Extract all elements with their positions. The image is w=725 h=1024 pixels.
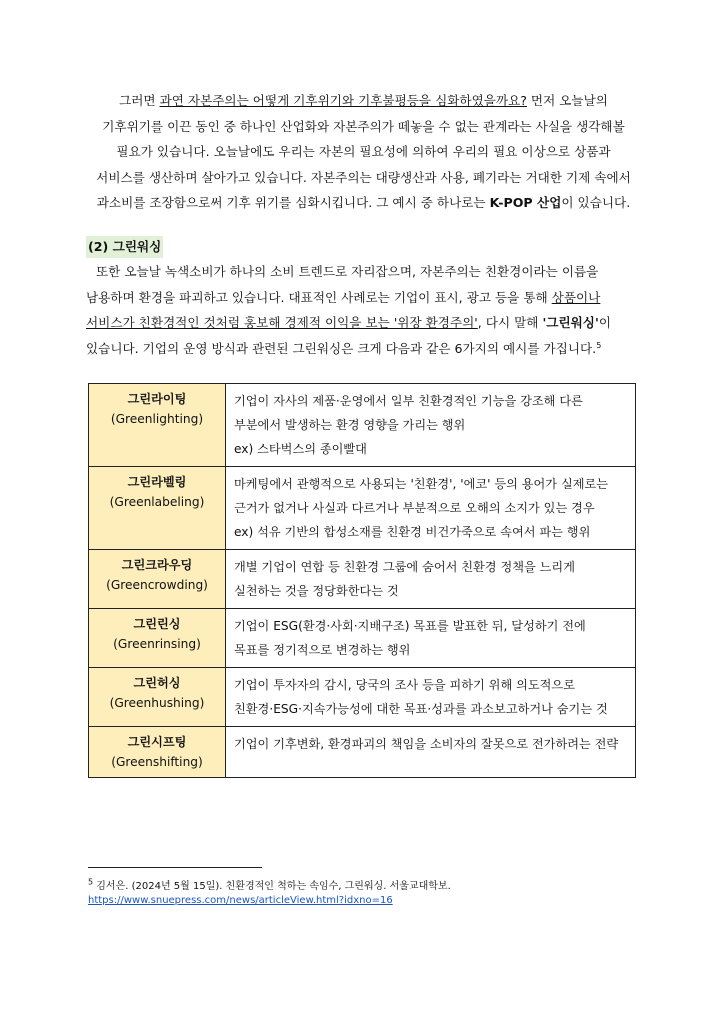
greenwashing-line-3 [86,310,646,336]
term-english: (Greencrowding) [106,578,208,592]
text-span: 그러면 [119,93,160,108]
table-row [89,550,636,609]
term-korean: 그린시프팅 [127,735,187,749]
term-english: (Greenlabeling) [109,495,205,509]
term-korean: 그린라벨링 [127,475,187,489]
footnote-citation [88,877,648,894]
text-span: 이 있습니다. [561,195,631,211]
description-line: 실천하는 것을 정당화한다는 것 [234,584,399,598]
intro-line-3: 필요가 있습니다. 오늘날에도 우리는 자본의 필요성에 의하여 우리의 필요 이상으로 상품과 [116,144,611,160]
greenwashing-types-table [88,383,636,778]
description-cell [226,384,636,467]
term-cell [89,668,226,727]
greenwashing-term-bold: '그린워싱' [542,315,599,331]
underlined-question: 과연 자본주의는 어떻게 기후위기와 기후불평등을 심화하였을까요? [159,93,527,108]
footnote-divider [88,867,262,868]
description-cell [226,550,636,609]
description-line: 기업이 자사의 제품·운영에서 일부 친환경적인 기능을 강조해 다른 [234,394,583,408]
text-span: 먼저 오늘날의 [526,93,608,108]
intro-line-4: 서비스를 생산하며 살아가고 있습니다. 자본주의는 대량생산과 사용, 폐기라는 거대한 기제 속에서 [96,169,631,185]
term-english: (Greenshifting) [111,755,203,769]
underlined-definition: 서비스가 친환경적인 것처럼 홍보해 경제적 이익을 보는 '위장 환경주의' [86,315,478,331]
table-row [89,727,636,778]
description-line: 기업이 기후변화, 환경파괴의 책임을 소비자의 잘못으로 전가하려는 전략 [234,737,619,751]
term-korean: 그린라이팅 [127,392,187,406]
description-cell [226,467,636,550]
intro-paragraph [86,88,641,216]
greenwashing-line-4 [86,336,646,362]
footnote-reference[interactable]: 5 [596,340,602,350]
term-cell [89,384,226,467]
footnote-link[interactable]: https://www.snuepress.com/news/articleView.html?idxno=16 [88,895,393,906]
description-line: 근거가 없거나 사실과 다르거나 부분적으로 오해의 소지가 있는 경우 [234,501,595,515]
term-cell [89,727,226,778]
term-cell [89,550,226,609]
description-line: 친환경·ESG·지속가능성에 대한 목표·성과를 과소보고하거나 숨기는 것 [234,702,608,716]
term-korean: 그린린싱 [133,617,181,631]
text-span: 과소비를 조장함으로써 기후 위기를 심화시킵니다. 그 예시 중 하나로는 [96,195,490,211]
description-line: 목표를 정기적으로 변경하는 행위 [234,643,411,657]
footnote [88,877,648,908]
table-row [89,467,636,550]
text-span: 있습니다. 기업의 운영 방식과 관련된 그린워싱은 크게 다음과 같은 6가지의 예시를 가집니다. [86,340,597,356]
term-english: (Greenhushing) [109,696,205,710]
intro-line-2: 기후위기를 이끈 동인 중 하나인 산업화와 자본주의가 떼놓을 수 없는 관계라는 사실을 생각해볼 [102,118,625,134]
term-cell [89,467,226,550]
section-heading-greenwashing: (2) 그린워싱 [86,236,163,258]
description-cell [226,727,636,778]
table-row [89,609,636,668]
term-korean: 그린허싱 [133,676,181,690]
term-english: (Greenrinsing) [113,637,201,651]
table-row [89,384,636,467]
term-english: (Greenlighting) [110,412,204,426]
description-line: 마케팅에서 관행적으로 사용되는 '친환경', '에코' 등의 용어가 실제로는 [234,477,609,491]
intro-line-5 [86,190,641,216]
footnote-number: 5 [88,877,94,887]
text-span: , 다시 말해 [477,315,543,331]
table-row [89,668,636,727]
description-cell [226,609,636,668]
description-line: ex) 석유 기반의 합성소재를 친환경 비건가죽으로 속여서 파는 행위 [234,525,591,539]
description-line: ex) 스타벅스의 종이빨대 [234,442,367,456]
text-span: 이 [598,315,611,331]
greenwashing-line-1: 또한 오늘날 녹색소비가 하나의 소비 트렌드로 자리잡으며, 자본주의는 친환경이라는 이름을 [96,264,599,279]
footnote-text: 김서은. (2024년 5월 15일). 친환경적인 척하는 속임수, 그린워싱. 서울교대학보. [93,881,451,892]
greenwashing-line-2 [86,285,646,311]
text-span: 남용하며 환경을 파괴하고 있습니다. 대표적인 사례로는 기업이 표시, 광고 등을 통해 [86,289,552,305]
description-line: 개별 기업이 연합 등 친환경 그룹에 숨어서 친환경 정책을 느리게 [234,560,575,574]
term-cell [89,609,226,668]
description-line: 기업이 투자자의 감시, 당국의 조사 등을 피하기 위해 의도적으로 [234,678,575,692]
term-korean: 그린크라우딩 [121,558,193,572]
description-line: 부분에서 발생하는 환경 영향을 가리는 행위 [234,418,466,432]
kpop-industry-bold: K-POP 산업 [489,195,562,211]
description-line: 기업이 ESG(환경·사회·지배구조) 목표를 발표한 뒤, 달성하기 전에 [234,619,586,633]
greenwashing-paragraph [86,259,646,361]
table-body [89,384,636,778]
intro-line-1 [86,88,641,114]
description-cell [226,668,636,727]
underlined-definition: 상품이나 [551,289,601,305]
